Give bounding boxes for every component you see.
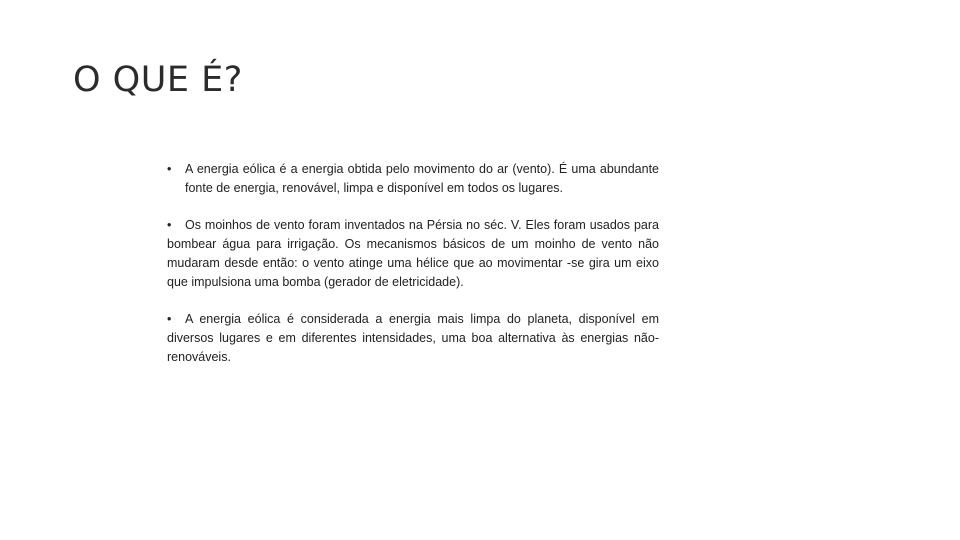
bullet-icon: • (167, 312, 172, 326)
paragraph-2-text: Os moinhos de vento foram inventados na Pérsia no séc. V. Eles foram usados para bombear água para irrigação. Os mecanismos básicos de um moinho de vento não mudaram desde então: o vento atinge uma hélice que ao movimentar -se gira um eixo que impulsiona uma bomba (gerador de eletricidade). (167, 218, 659, 289)
bullet-paragraph-1 (167, 160, 659, 198)
bullet-icon: • (167, 218, 172, 232)
paragraph-1-text: A energia eólica é a energia obtida pelo movimento do ar (vento). É uma abundante fonte de energia, renovável, limpa e disponível em todos os lugares. (185, 162, 659, 195)
slide-title: O QUE É? (73, 60, 243, 100)
bullet-paragraph-3 (167, 310, 659, 367)
bullet-list (167, 160, 659, 367)
bullet-icon: • (167, 162, 172, 176)
paragraph-3-text: A energia eólica é considerada a energia mais limpa do planeta, disponível em diversos lugares e em diferentes intensidades, uma boa alternativa às energias não-renováveis. (167, 312, 659, 364)
bullet-paragraph-2 (167, 216, 659, 292)
